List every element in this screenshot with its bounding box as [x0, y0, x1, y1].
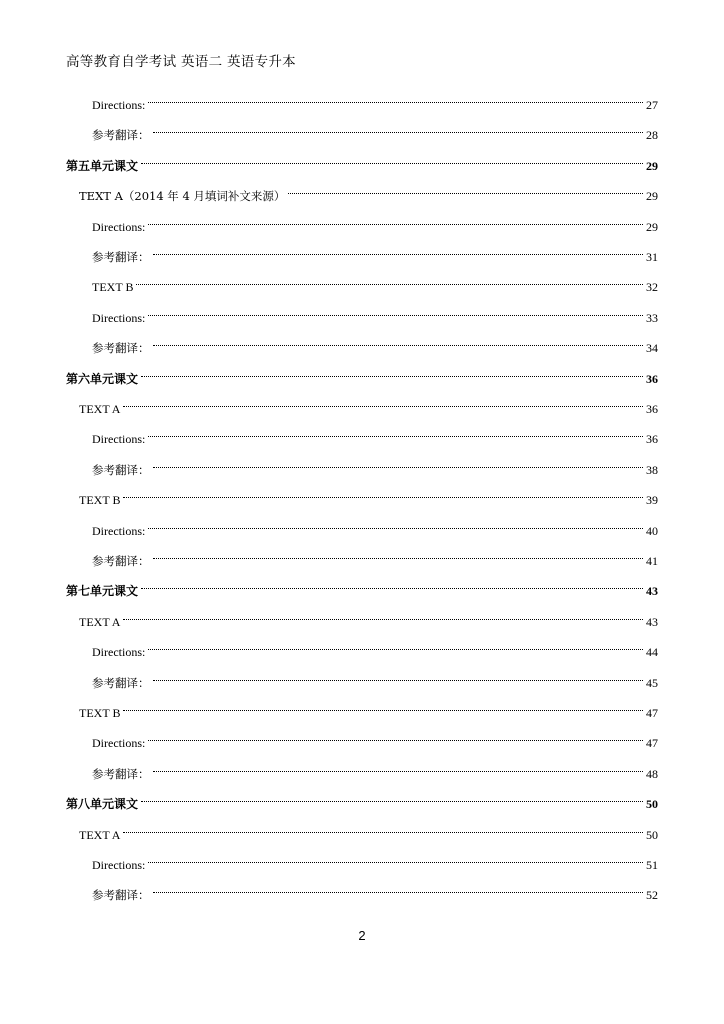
toc-entry[interactable]: [92, 429, 658, 449]
page-header-title: 高等教育自学考试 英语二 英语专升本: [66, 54, 296, 70]
toc-leader-dots: [123, 405, 643, 407]
toc-entry-label: 参考翻译：: [92, 766, 150, 781]
toc-entry-page: 29: [646, 219, 658, 234]
toc-entry-page: 41: [646, 554, 658, 568]
toc-entry[interactable]: [92, 673, 658, 693]
toc-entry-page: 36: [646, 432, 658, 447]
toc-entry-label: Directions:: [92, 432, 146, 447]
toc-entry[interactable]: [79, 612, 658, 632]
page-number: 2: [358, 928, 366, 943]
toc-entry-page: 50: [646, 827, 658, 842]
toc-leader-dots: [136, 283, 643, 285]
toc-leader-dots: [148, 861, 643, 863]
toc-entry-page: 39: [646, 493, 658, 508]
toc-entry[interactable]: [79, 490, 658, 510]
toc-entry-label: 第六单元课文: [66, 371, 139, 386]
toc-entry-page: 33: [646, 310, 658, 325]
toc-leader-dots: [141, 800, 643, 802]
toc-entry-label: Directions:: [92, 858, 146, 872]
toc-leader-dots: [148, 223, 643, 225]
toc-entry-label: 参考翻译：: [92, 888, 150, 903]
toc-leader-dots: [153, 770, 644, 772]
toc-entry-label: TEXT A: [79, 402, 121, 416]
toc-entry[interactable]: [92, 125, 658, 145]
toc-leader-dots: [153, 557, 644, 559]
toc-entry[interactable]: [66, 156, 658, 176]
toc-entry[interactable]: [79, 825, 658, 845]
toc-entry-label: 第五单元课文: [66, 158, 139, 173]
toc-entry[interactable]: [92, 521, 658, 541]
toc-entry-page: 47: [646, 736, 658, 751]
toc-entry-label: TEXT A（2014 年 4 月填词补文来源）: [79, 189, 286, 204]
toc-entry-label: 参考翻译：: [92, 250, 150, 264]
toc-entry-label: Directions:: [92, 523, 146, 538]
toc-entry[interactable]: [92, 764, 658, 784]
toc-leader-dots: [153, 344, 644, 346]
toc-leader-dots: [288, 192, 643, 194]
toc-entry-page: 36: [646, 402, 658, 416]
toc-entry-page: 43: [646, 584, 658, 599]
toc-leader-dots: [148, 314, 643, 316]
toc-entry-label: 第七单元课文: [66, 584, 139, 599]
toc-entry-page: 52: [646, 888, 658, 903]
toc-entry[interactable]: [79, 399, 658, 419]
toc-entry[interactable]: [79, 703, 658, 723]
toc-entry-label: 参考翻译：: [92, 554, 150, 568]
toc-leader-dots: [141, 587, 643, 589]
toc-leader-dots: [153, 131, 644, 133]
toc-entry-label: 参考翻译：: [92, 675, 150, 690]
toc-entry-page: 48: [646, 766, 658, 781]
toc-leader-dots: [123, 496, 643, 498]
toc-entry-label: TEXT A: [79, 614, 121, 629]
toc-entry[interactable]: [79, 186, 658, 206]
toc-entry[interactable]: [92, 855, 658, 875]
toc-entry[interactable]: [92, 733, 658, 753]
toc-entry-label: TEXT B: [92, 280, 134, 295]
toc-entry-page: 43: [646, 614, 658, 629]
toc-entry-label: Directions:: [92, 645, 146, 660]
toc-entry-page: 38: [646, 462, 658, 477]
toc-entry[interactable]: [92, 642, 658, 662]
toc-entry-page: 40: [646, 523, 658, 538]
toc-entry-label: 参考翻译：: [92, 128, 150, 143]
toc-entry[interactable]: [92, 885, 658, 905]
toc-entry-page: 32: [646, 280, 658, 295]
toc-entry[interactable]: [66, 794, 658, 814]
toc-entry-page: 28: [646, 128, 658, 143]
toc-leader-dots: [148, 648, 643, 650]
toc-entry[interactable]: [66, 581, 658, 601]
toc-entry[interactable]: [66, 369, 658, 389]
toc-leader-dots: [123, 709, 643, 711]
toc-leader-dots: [141, 375, 643, 377]
toc-leader-dots: [148, 101, 643, 103]
toc-entry[interactable]: [92, 338, 658, 358]
toc-entry-page: 31: [646, 250, 658, 264]
toc-entry-label: 参考翻译：: [92, 341, 150, 356]
toc-entry-page: 34: [646, 341, 658, 356]
toc-entry-page: 29: [646, 189, 658, 204]
toc-entry-page: 47: [646, 706, 658, 720]
toc-entry-page: 45: [646, 675, 658, 690]
toc-entry[interactable]: [92, 460, 658, 480]
toc-entry-page: 50: [646, 797, 658, 812]
toc-leader-dots: [123, 618, 643, 620]
toc-leader-dots: [153, 466, 644, 468]
toc-leader-dots: [148, 739, 643, 741]
toc-entry[interactable]: [92, 247, 658, 267]
toc-entry-page: 29: [646, 158, 658, 173]
toc-leader-dots: [148, 435, 643, 437]
toc-entry-page: 27: [646, 98, 658, 112]
toc-leader-dots: [153, 891, 644, 893]
toc-entry[interactable]: [92, 308, 658, 328]
toc-entry[interactable]: [92, 217, 658, 237]
toc-entry-label: TEXT A: [79, 827, 121, 842]
toc-entry-label: 第八单元课文: [66, 797, 139, 812]
toc-entry-page: 36: [646, 371, 658, 386]
toc-leader-dots: [123, 831, 643, 833]
toc-entry-label: Directions:: [92, 310, 146, 325]
toc-leader-dots: [153, 679, 644, 681]
toc-leader-dots: [153, 253, 644, 255]
toc-entry-page: 51: [646, 858, 658, 872]
toc-entry[interactable]: [92, 277, 658, 297]
toc-leader-dots: [148, 527, 643, 529]
toc-entry-label: Directions:: [92, 219, 146, 234]
toc-entry-page: 44: [646, 645, 658, 660]
toc-entry[interactable]: [92, 551, 658, 571]
toc-leader-dots: [141, 162, 643, 164]
toc-entry-label: TEXT B: [79, 706, 121, 720]
toc-entry-label: 参考翻译：: [92, 462, 150, 477]
toc-entry[interactable]: [92, 95, 658, 115]
toc-entry-label: Directions:: [92, 98, 146, 112]
toc-entry-label: Directions:: [92, 736, 146, 751]
toc-entry-label: TEXT B: [79, 493, 121, 508]
